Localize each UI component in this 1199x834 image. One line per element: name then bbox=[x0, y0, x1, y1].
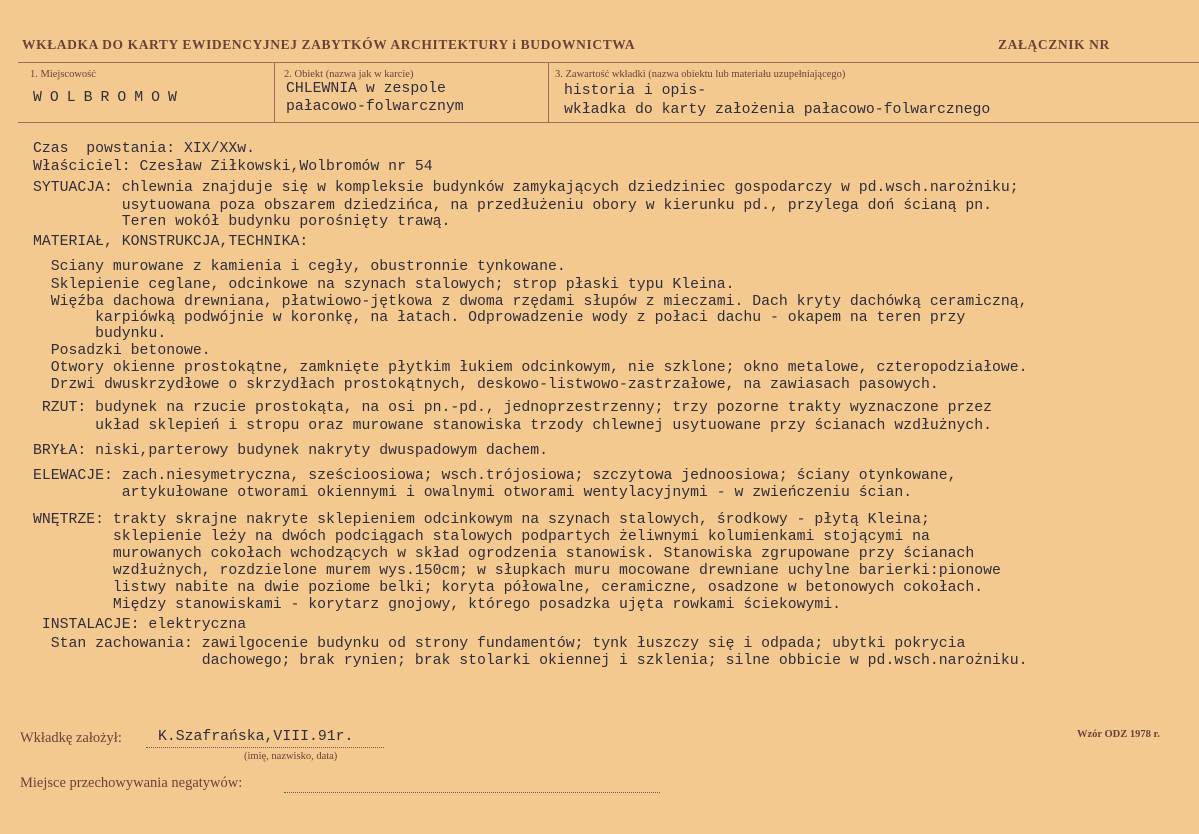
body-line: MATERIAŁ, KONSTRUKCJA,TECHNIKA: bbox=[33, 234, 309, 250]
form-title: WKŁADKA DO KARTY EWIDENCYJNEJ ZABYTKÓW ARCHITEKTURY i BUDOWNICTWA bbox=[22, 37, 636, 52]
author-label: Wkładkę założył: bbox=[20, 730, 122, 746]
divider-bottom bbox=[18, 122, 1199, 123]
divider-top bbox=[18, 62, 1199, 63]
body-line: wzdłużnych, rozdzielone murem wys.150cm; w słupkach muru mocowane drewniane uchylne barierki:pionowe bbox=[33, 563, 1001, 579]
body-line: usytuowana poza obszarem dziedzińca, na przedłużeniu obory w kierunku pd., przylega doń ścianą pn. bbox=[33, 198, 992, 214]
body-line: Posadzki betonowe. bbox=[33, 343, 211, 359]
body-line: Sciany murowane z kamienia i cegły, obustronnie tynkowane. bbox=[33, 259, 566, 275]
body-line: Teren wokół budynku porośnięty trawą. bbox=[33, 214, 451, 230]
body-line: Drzwi dwuskrzydłowe o skrzydłach prostokątnych, deskowo-listwowo-zastrzałowe, na zawiasach pasowych. bbox=[33, 377, 939, 393]
body-line: Sklepienie ceglane, odcinkowe na szynach stalowych; strop płaski typu Kleina. bbox=[33, 277, 735, 293]
object-label: 2. Obiekt (nazwa jak w karcie) bbox=[284, 69, 414, 80]
body-line: sklepienie leży na dwóch podciągach stalowych podpartych żeliwnymi kolumienkami stojącymi na bbox=[33, 529, 930, 545]
author-hint: (imię, nazwisko, data) bbox=[244, 751, 338, 762]
body-line: Właściciel: Czesław Ziłkowski,Wolbromów nr 54 bbox=[33, 159, 433, 175]
object-value-line1: CHLEWNIA w zespole bbox=[286, 81, 446, 97]
body-line: dachowego; brak rynien; brak stolarki okiennej i szklenia; silne obbicie w pd.wsch.narożniku. bbox=[33, 653, 1028, 669]
locality-label: 1. Miejscowość bbox=[30, 69, 96, 80]
author-line bbox=[146, 747, 384, 748]
body-line: układ sklepień i stropu oraz murowane stanowiska trzody chlewnej usytuowane przy ścianach wzdłużnych. bbox=[33, 418, 992, 434]
body-line: Więźba dachowa drewniana, płatwiowo-jętkowa z dwoma rzędami słupów z mieczami. Dach kryty dachówką ceramiczną, bbox=[33, 294, 1028, 310]
body-line: karpiówką podwójnie w koronkę, na łatach. Odprowadzenie wody z połaci dachu - okapem na teren przy bbox=[33, 310, 966, 326]
body-line: ELEWACJE: zach.niesymetryczna, sześcioosiowa; wsch.trójosiowa; szczytowa jednoosiowa; ściany otynkowane, bbox=[33, 468, 957, 484]
body-line: listwy nabite na dwie poziome belki; koryta półowalne, ceramiczne, osadzone w betonowych cokołach. bbox=[33, 580, 984, 596]
body-line: INSTALACJE: elektryczna bbox=[33, 617, 247, 633]
body-line: Czas powstania: XIX/XXw. bbox=[33, 141, 255, 157]
body-line: WNĘTRZE: trakty skrajne nakryte sklepieniem odcinkowym na szynach stalowych, środkowy - płytą Kleina; bbox=[33, 512, 930, 528]
body-line: Między stanowiskami - korytarz gnojowy, którego posadzka ujęta rowkami ściekowymi. bbox=[33, 597, 842, 613]
body-line: artykułowane otworami okiennymi i owalnymi otworami wentylacyjnymi - w zwieńczeniu ścian. bbox=[33, 485, 913, 501]
divider-col-2 bbox=[548, 62, 549, 122]
body-line: Stan zachowania: zawilgocenie budynku od strony fundamentów; tynk łuszczy się i odpada; ubytki pokrycia bbox=[33, 636, 966, 652]
content-label: 3. Zawartość wkładki (nazwa obiektu lub materiału uzupełniającego) bbox=[555, 69, 846, 80]
author-value: K.Szafrańska,VIII.91r. bbox=[158, 729, 354, 745]
divider-col-1 bbox=[274, 62, 275, 122]
content-value-line1: historia i opis- bbox=[564, 83, 707, 99]
negatives-label: Miejsce przechowywania negatywów: bbox=[20, 775, 243, 791]
locality-value: WOLBROMOW bbox=[33, 90, 185, 106]
body-line: RZUT: budynek na rzucie prostokąta, na osi pn.-pd., jednoprzestrzenny; trzy pozorne trakty wyznaczone przez bbox=[33, 400, 992, 416]
typed-description bbox=[33, 141, 1028, 670]
body-line: murowanych cokołach wchodzących w skład ogrodzenia stanowisk. Stanowiska zgrupowane przy ścianach bbox=[33, 546, 975, 562]
negatives-line bbox=[284, 792, 660, 793]
body-line: Otwory okienne prostokątne, zamknięte płytkim łukiem odcinkowym, nie szklone; okno metalowe, czteropodziałowe. bbox=[33, 360, 1028, 376]
object-value-line2: pałacowo-folwarcznym bbox=[286, 99, 464, 115]
body-line: SYTUACJA: chlewnia znajduje się w kompleksie budynków zamykających dziedziniec gospodarczy w pd.wsch.narożniku; bbox=[33, 180, 1019, 196]
body-line: budynku. bbox=[33, 326, 167, 342]
body-line: BRYŁA: niski,parterowy budynek nakryty dwuspadowym dachem. bbox=[33, 443, 549, 459]
form-model: Wzór ODZ 1978 r. bbox=[1077, 729, 1160, 740]
content-value-line2: wkładka do karty założenia pałacowo-folwarcznego bbox=[564, 102, 991, 118]
annex-label: ZAŁĄCZNIK NR bbox=[998, 37, 1110, 52]
